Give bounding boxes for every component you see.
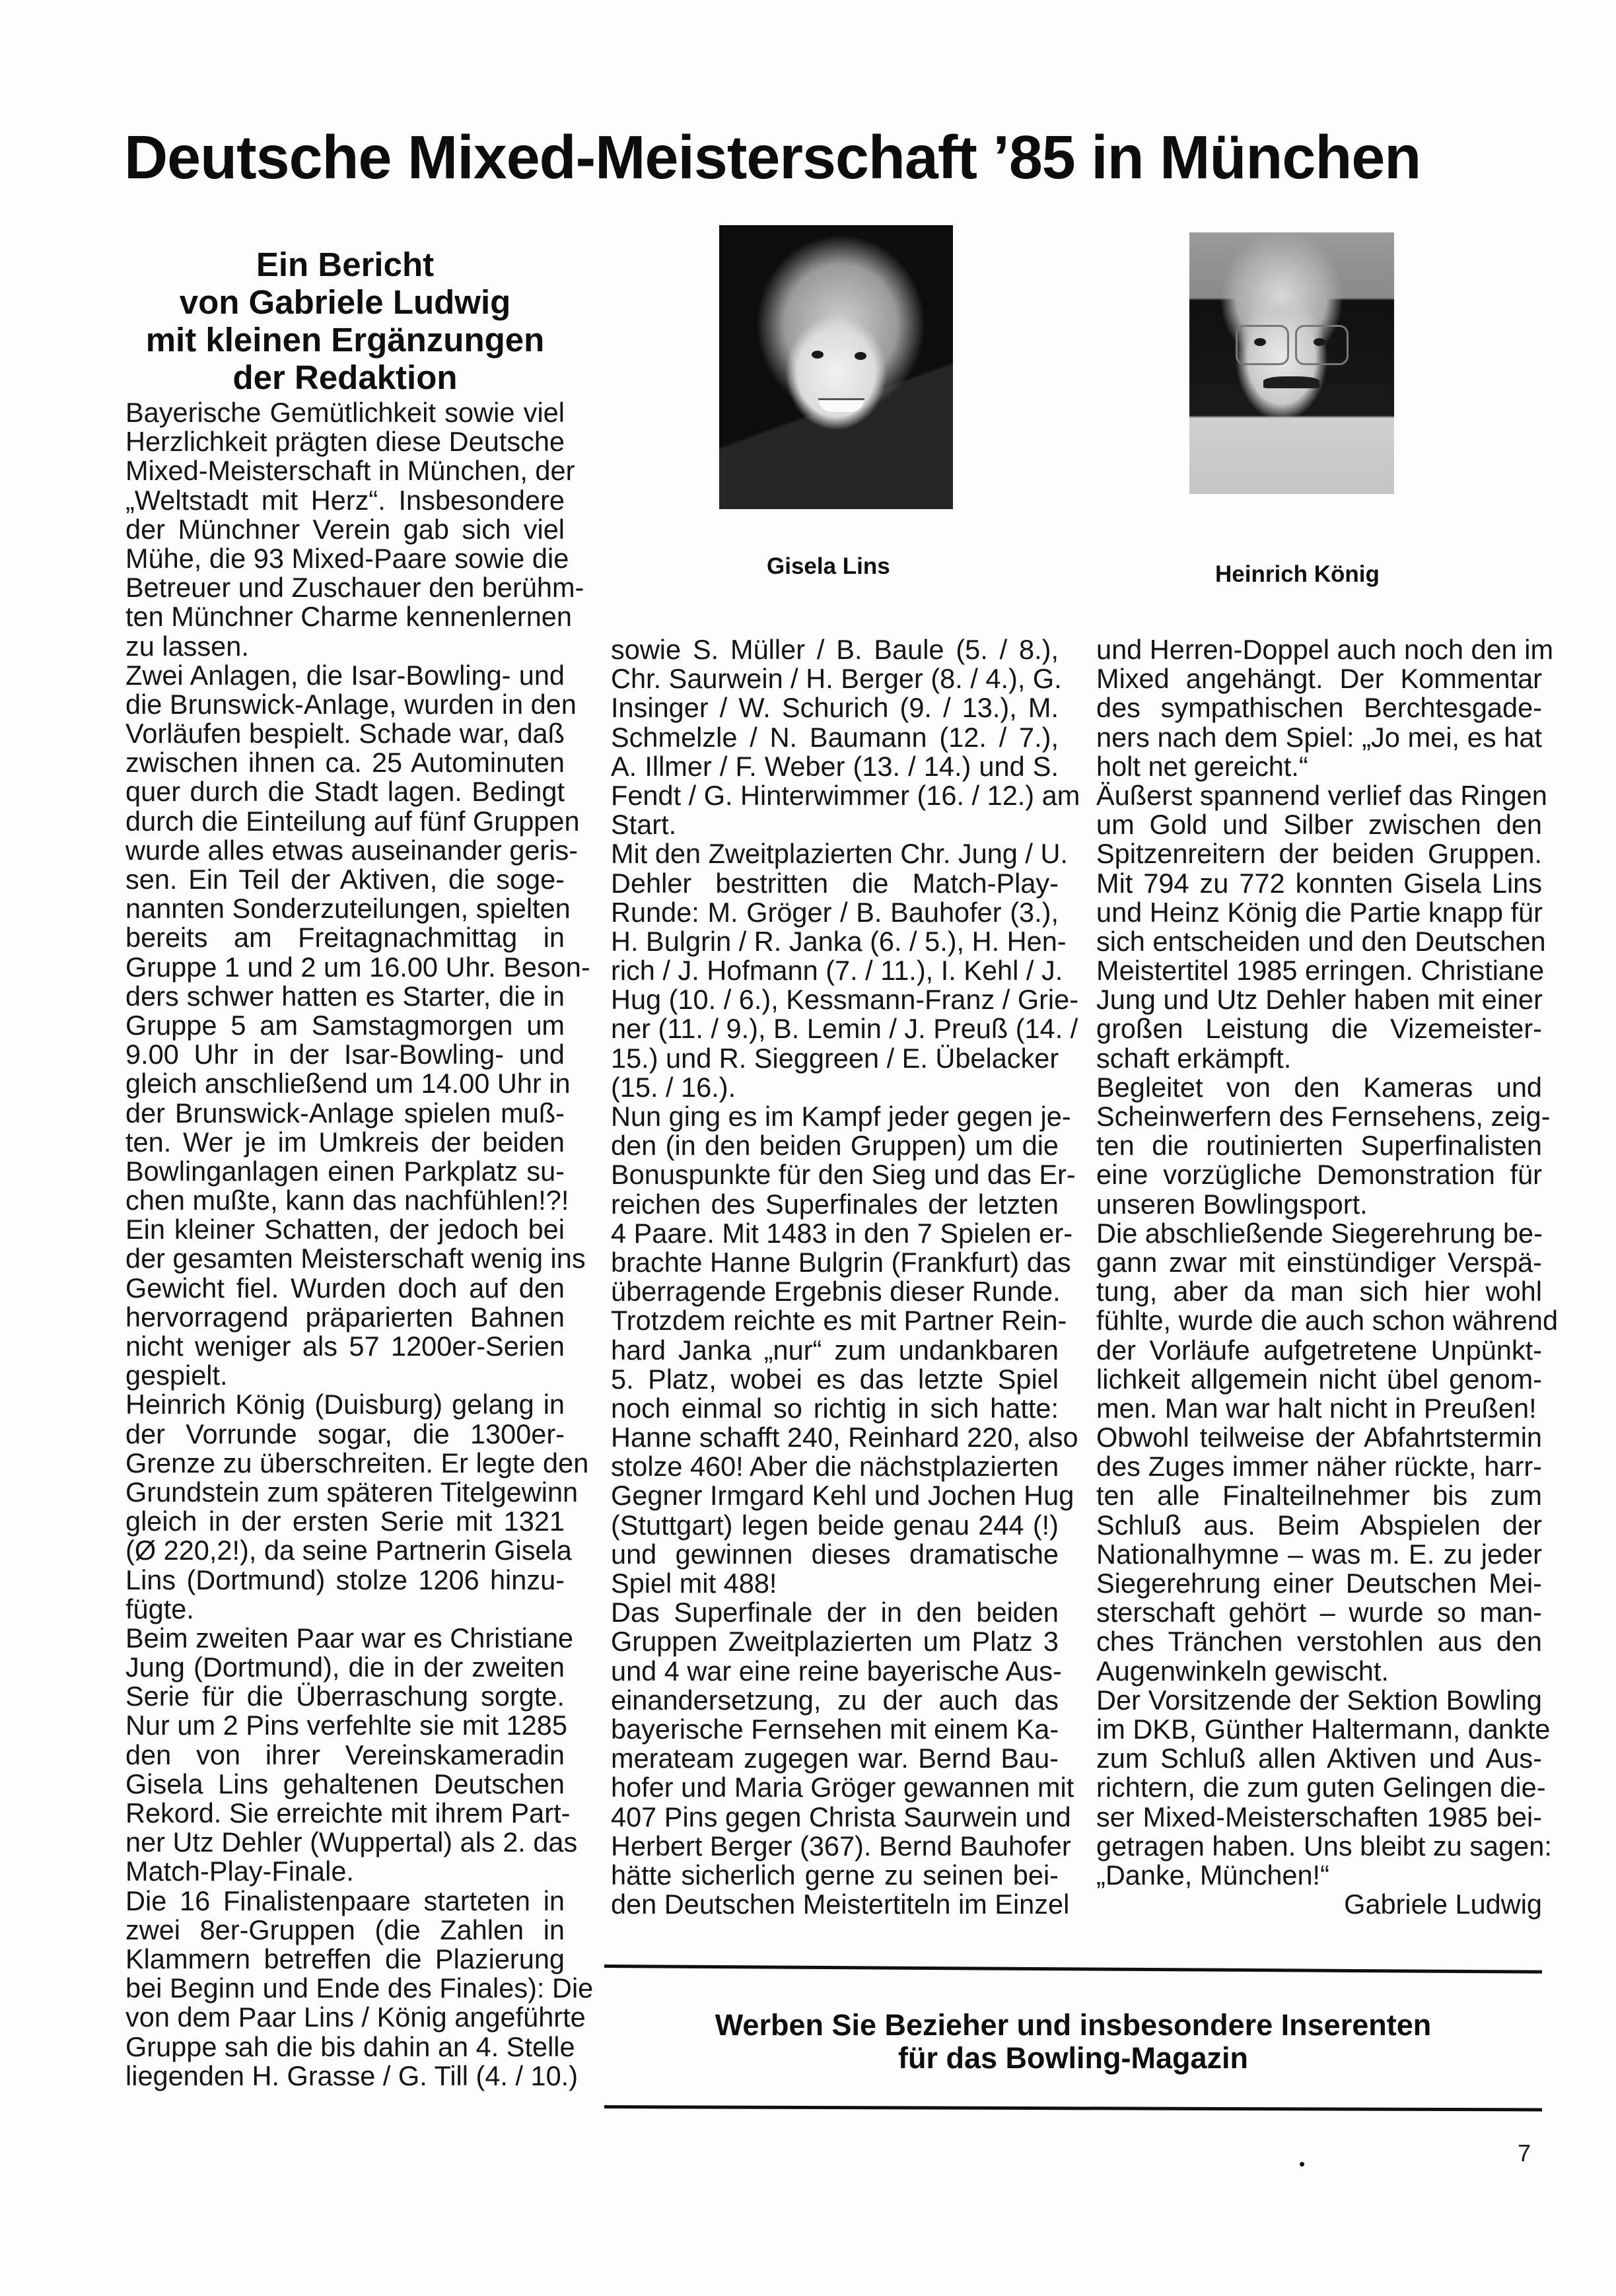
text-line: Zwei Anlagen, die Isar-Bowling- und [125, 659, 565, 691]
article-column-left [125, 397, 594, 2091]
text-line: bayerische Fernsehen mit einem Ka- [611, 1713, 1059, 1745]
text-line: um Gold und Silber zwischen den [1096, 809, 1542, 841]
text-line: 407 Pins gegen Christa Saurwein und [611, 1801, 1071, 1832]
text-line: von dem Paar Lins / König angeführte [125, 2001, 586, 2033]
text-line: Bonuspunkte für den Sieg und das Er- [611, 1159, 1076, 1191]
text-line: fügte. [125, 1593, 194, 1624]
text-line: Mit 794 zu 772 konnten Gisela Lins [1096, 867, 1542, 899]
text-line: Nun ging es im Kampf jeder gegen je- [611, 1101, 1071, 1132]
text-line: 4 Paare. Mit 1483 in den 7 Spielen er- [611, 1217, 1073, 1249]
text-line: ners nach dem Spiel: „Jo mei, es hat [1096, 721, 1542, 753]
text-line: der Brunswick-Anlage spielen muß- [125, 1097, 565, 1129]
text-line: Spiel mit 488! [611, 1568, 777, 1599]
text-line: Die 16 Finalistenpaare starteten in [125, 1885, 565, 1916]
text-line: nannten Sonderzuteilungen, spielten [125, 893, 571, 924]
text-line: noch einmal so richtig in sich hatte: [611, 1392, 1059, 1424]
text-line: Match-Play-Finale. [125, 1856, 354, 1887]
text-line: Bayerische Gemütlichkeit sowie viel [125, 397, 565, 428]
article-subheading [125, 246, 565, 396]
text-line: des sympathischen Berchtesgade- [1096, 692, 1542, 724]
text-line: Mit den Zweitplazierten Chr. Jung / U. [611, 838, 1068, 870]
text-line: Obwohl teilweise der Abfahrtstermin [1096, 1422, 1542, 1453]
text-line: einandersetzung, zu der auch das [611, 1684, 1059, 1716]
text-line: Die abschließende Siegerehrung be- [1096, 1217, 1543, 1249]
text-line: Siegerehrung einer Deutschen Mei- [1096, 1568, 1542, 1599]
text-line: großen Leistung die Vizemeister- [1096, 1013, 1542, 1045]
text-line: den (in den beiden Gruppen) um die [611, 1130, 1059, 1162]
text-line: hard Janka „nur“ zum undankbaren [611, 1334, 1059, 1366]
article-column-middle [611, 634, 1080, 1920]
text-line: „Weltstadt mit Herz“. Insbesondere [125, 484, 565, 516]
text-line: Dehler bestritten die Match-Play- [611, 867, 1059, 899]
text-line: hätte sicherlich gerne zu seinen bei- [611, 1859, 1059, 1891]
portrait-photo-heinrich-koenig [1189, 232, 1394, 494]
text-line: Hanne schafft 240, Reinhard 220, also [611, 1422, 1078, 1453]
text-line: Runde: M. Gröger / B. Bauhofer (3.), [611, 896, 1059, 928]
text-line: ches Tränchen verstohlen aus den [1096, 1626, 1542, 1657]
text-line: und 4 war eine reine bayerische Aus- [611, 1655, 1062, 1687]
divider-rule [604, 1965, 1542, 1974]
text-line: 5. Platz, wobei es das letzte Spiel [611, 1363, 1059, 1395]
text-line: bei Beginn und Ende des Finales): Die [125, 1972, 594, 2004]
text-line: den von ihrer Vereinskameradin [125, 1739, 565, 1770]
text-line: Der Vorsitzende der Sektion Bowling [1096, 1684, 1542, 1716]
text-line: tung, aber da man sich hier wohl [1096, 1276, 1542, 1307]
eye-icon [1254, 338, 1266, 346]
text-line: hervorragend präparierten Bahnen [125, 1301, 565, 1333]
text-line: Mühe, die 93 Mixed-Paare sowie die [125, 542, 569, 574]
text-line: men. Man war halt nicht in Preußen! [1096, 1392, 1537, 1424]
text-line: bereits am Freitagnachmittag in [125, 922, 565, 954]
text-line: Meistertitel 1985 erringen. Christiane [1096, 955, 1545, 987]
promo-line: Werben Sie Bezieher und insbesondere Inserenten [715, 2008, 1432, 2042]
text-line: Begleitet von den Kameras und [1096, 1071, 1542, 1103]
text-line: liegenden H. Grasse / G. Till (4. / 10.) [125, 2060, 579, 2091]
text-line: der Vorläufe aufgetretene Unpünkt- [1096, 1334, 1542, 1366]
text-line: Lins (Dortmund) stolze 1206 hinzu- [125, 1564, 565, 1595]
text-line: Grundstein zum späteren Titelgewinn [125, 1476, 579, 1508]
text-line: Rekord. Sie erreichte mit ihrem Part- [125, 1797, 571, 1828]
text-line: 15.) und R. Sieggreen / E. Übelacker [611, 1042, 1059, 1074]
text-line: im DKB, Günther Haltermann, dankte [1096, 1713, 1551, 1745]
eye-icon [855, 352, 866, 360]
text-line: Gruppe 5 am Samstagmorgen um [125, 1009, 565, 1041]
eye-icon [812, 351, 824, 359]
text-line: quer durch die Stadt lagen. Bedingt [125, 776, 565, 808]
text-line: ser Mixed-Meisterschaften 1985 bei- [1096, 1801, 1542, 1832]
photo-caption: Heinrich König [1215, 561, 1380, 587]
text-line: hofer und Maria Gröger gewannen mit [611, 1772, 1074, 1803]
subhead-line: der Redaktion [232, 359, 458, 396]
text-line: Gisela Lins gehaltenen Deutschen [125, 1768, 565, 1799]
text-line: (15. / 16.). [611, 1071, 736, 1103]
print-speck [1300, 2162, 1304, 2167]
text-line: Nationalhymne – was m. E. zu jeder [1096, 1538, 1542, 1570]
text-line: Fendt / G. Hinterwimmer (16. / 12.) am [611, 779, 1080, 811]
text-line: Schmelzle / N. Baumann (12. / 7.), [611, 721, 1059, 753]
text-line: Herbert Berger (367). Bernd Bauhofer [611, 1830, 1071, 1861]
text-line: ner (11. / 9.), B. Lemin / J. Preuß (14. / [611, 1013, 1078, 1045]
text-line: Ein kleiner Schatten, der jedoch bei [125, 1214, 565, 1245]
text-line: sowie S. Müller / B. Baule (5. / 8.), [611, 634, 1059, 665]
text-line: Vorläufen bespielt. Schade war, daß [125, 718, 565, 749]
promo-line: für das Bowling-Magazin [897, 2041, 1248, 2075]
portrait-photo-gisela-lins [719, 225, 953, 509]
text-line: Gegner Irmgard Kehl und Jochen Hug [611, 1480, 1074, 1512]
divider-rule [604, 2105, 1542, 2111]
text-line: ders schwer hatten es Starter, die in [125, 980, 565, 1012]
text-line: Gewicht fiel. Wurden doch auf den [125, 1272, 565, 1304]
text-line: nicht weniger als 57 1200er-Serien [125, 1331, 565, 1362]
text-line: zu lassen. [125, 630, 249, 662]
text-line: Insinger / W. Schurich (9. / 13.), M. [611, 692, 1059, 724]
smile-shape [818, 398, 864, 412]
text-line: Mixed-Meisterschaft in München, der [125, 455, 575, 487]
text-line: Jung und Utz Dehler haben mit einer [1096, 984, 1543, 1016]
text-line: unseren Bowlingsport. [1096, 1188, 1368, 1220]
text-line: wurde alles etwas auseinander geris- [125, 834, 579, 866]
text-line: Serie für die Überraschung sorgte. [125, 1681, 565, 1712]
text-line: (Ø 220,2!), da seine Partnerin Gisela [125, 1535, 572, 1566]
text-line: zwischen ihnen ca. 25 Autominuten [125, 747, 565, 779]
moustache-shape [1263, 376, 1319, 388]
text-line: gespielt. [125, 1360, 228, 1391]
text-line: Herzlichkeit prägten diese Deutsche [125, 426, 565, 458]
text-line: Jung (Dortmund), die in der zweiten [125, 1652, 565, 1683]
text-line: eine vorzügliche Demonstration für [1096, 1159, 1542, 1191]
text-line: Spitzenreitern der beiden Gruppen. [1096, 838, 1542, 870]
author-signature: Gabriele Ludwig [1344, 1889, 1542, 1920]
text-line: merateam zugegen war. Bernd Bau- [611, 1743, 1059, 1774]
text-line: Start. [611, 809, 677, 841]
text-line: „Danke, München!“ [1096, 1859, 1329, 1891]
text-line: rich / J. Hofmann (7. / 11.), I. Kehl / J. [611, 955, 1063, 987]
article-column-right [1096, 634, 1559, 1920]
text-line: Gruppen Zweitplazierten um Platz 3 [611, 1626, 1059, 1657]
text-line: Heinrich König (Duisburg) gelang in [125, 1389, 565, 1420]
text-line: Scheinwerfern des Fernsehens, zeig- [1096, 1101, 1551, 1132]
text-line: durch die Einteilung auf fünf Gruppen [125, 805, 580, 837]
page-number: 7 [1518, 2139, 1531, 2167]
text-line: Hug (10. / 6.), Kessmann-Franz / Grie- [611, 984, 1079, 1016]
text-line: die Brunswick-Anlage, wurden in den [125, 688, 577, 720]
text-line: gleich anschließend um 14.00 Uhr in [125, 1068, 571, 1099]
subhead-line: mit kleinen Ergänzungen [145, 321, 545, 359]
text-line: Betreuer und Zuschauer den berühm- [125, 572, 584, 604]
text-line: Augenwinkeln gewischt. [1096, 1655, 1389, 1687]
text-line: und gewinnen dieses dramatische [611, 1538, 1059, 1570]
promo-box [604, 2009, 1542, 2075]
text-line: Mixed angehängt. Der Kommentar [1096, 663, 1542, 695]
eye-icon [1314, 338, 1325, 346]
text-line: Gruppe sah die bis dahin an 4. Stelle [125, 2031, 575, 2062]
subhead-line: Ein Bericht [256, 246, 435, 283]
photo-caption: Gisela Lins [767, 553, 890, 579]
text-line: Bowlinganlagen einen Parkplatz su- [125, 1155, 565, 1187]
text-line: richtern, die zum guten Gelingen die- [1096, 1772, 1546, 1803]
text-line: Grenze zu überschreiten. Er legte den [125, 1447, 589, 1478]
text-line: Nur um 2 Pins verfehlte sie mit 1285 [125, 1710, 567, 1741]
text-line: gleich in der ersten Serie mit 1321 [125, 1506, 565, 1537]
text-line: sich entscheiden und den Deutschen [1096, 925, 1546, 957]
text-line: A. Illmer / F. Weber (13. / 14.) und S. [611, 750, 1059, 782]
text-line: überragende Ergebnis dieser Runde. [611, 1276, 1061, 1307]
text-line: und Heinz König die Partie knapp für [1096, 896, 1543, 928]
text-line: (Stuttgart) legen beide genau 244 (!) [611, 1509, 1059, 1541]
text-line: 9.00 Uhr in der Isar-Bowling- und [125, 1039, 565, 1070]
text-line: ner Utz Dehler (Wuppertal) als 2. das [125, 1826, 578, 1858]
text-line: der Vorrunde sogar, die 1300er- [125, 1418, 565, 1449]
text-line: ten alle Finalteilnehmer bis zum [1096, 1480, 1542, 1512]
text-line: gann zwar mit einstündiger Verspä- [1096, 1246, 1542, 1278]
text-line: ten die routinierten Superfinalisten [1096, 1130, 1542, 1162]
text-line: Trotzdem reichte es mit Partner Rein- [611, 1305, 1067, 1337]
text-line: fühlte, wurde die auch schon während [1096, 1305, 1559, 1337]
text-line: Beim zweiten Paar war es Christiane [125, 1622, 574, 1653]
text-line: den Deutschen Meistertiteln im Einzel [611, 1889, 1070, 1920]
text-line: zwei 8er-Gruppen (die Zahlen in [125, 1914, 565, 1945]
text-line: reichen des Superfinales der letzten [611, 1188, 1059, 1220]
text-line: und Herren-Doppel auch noch den im [1096, 634, 1554, 665]
text-line: der gesamten Meisterschaft wenig ins [125, 1243, 586, 1274]
text-line: lichkeit allgemein nicht übel genom- [1096, 1363, 1542, 1395]
text-line: des Zuges immer näher rückte, harr- [1096, 1451, 1542, 1482]
text-line: Klammern betreffen die Plazierung [125, 1943, 565, 1974]
text-line: Chr. Saurwein / H. Berger (8. / 4.), G. [611, 663, 1062, 695]
text-line: getragen haben. Uns bleibt zu sagen: [1096, 1830, 1552, 1861]
text-line: zum Schluß allen Aktiven und Aus- [1096, 1743, 1542, 1774]
text-line: ten Münchner Charme kennenlernen [125, 601, 572, 633]
text-line: chen mußte, kann das nachfühlen!?! [125, 1185, 569, 1216]
page-title: Deutsche Mixed-Meisterschaft ’85 in München [124, 123, 1421, 191]
text-line: holt net gereicht.“ [1096, 750, 1308, 782]
text-line: sterschaft gehört – wurde so man- [1096, 1597, 1542, 1628]
text-line: schaft erkämpft. [1096, 1042, 1292, 1074]
text-line: H. Bulgrin / R. Janka (6. / 5.), H. Hen- [611, 925, 1067, 957]
text-line: stolze 460! Aber die nächstplazierten [611, 1451, 1059, 1482]
subhead-line: von Gabriele Ludwig [179, 283, 511, 321]
text-line: Das Superfinale der in den beiden [611, 1597, 1059, 1628]
text-line: sen. Ein Teil der Aktiven, die soge- [125, 864, 565, 895]
text-line: brachte Hanne Bulgrin (Frankfurt) das [611, 1246, 1071, 1278]
text-line: der Münchner Verein gab sich viel [125, 513, 565, 545]
text-line: ten. Wer je im Umkreis der beiden [125, 1126, 565, 1158]
text-line: Gruppe 1 und 2 um 16.00 Uhr. Beson- [125, 951, 590, 983]
text-line: Schluß aus. Beim Abspielen der [1096, 1509, 1542, 1541]
text-line: Äußerst spannend verlief das Ringen [1096, 779, 1547, 811]
